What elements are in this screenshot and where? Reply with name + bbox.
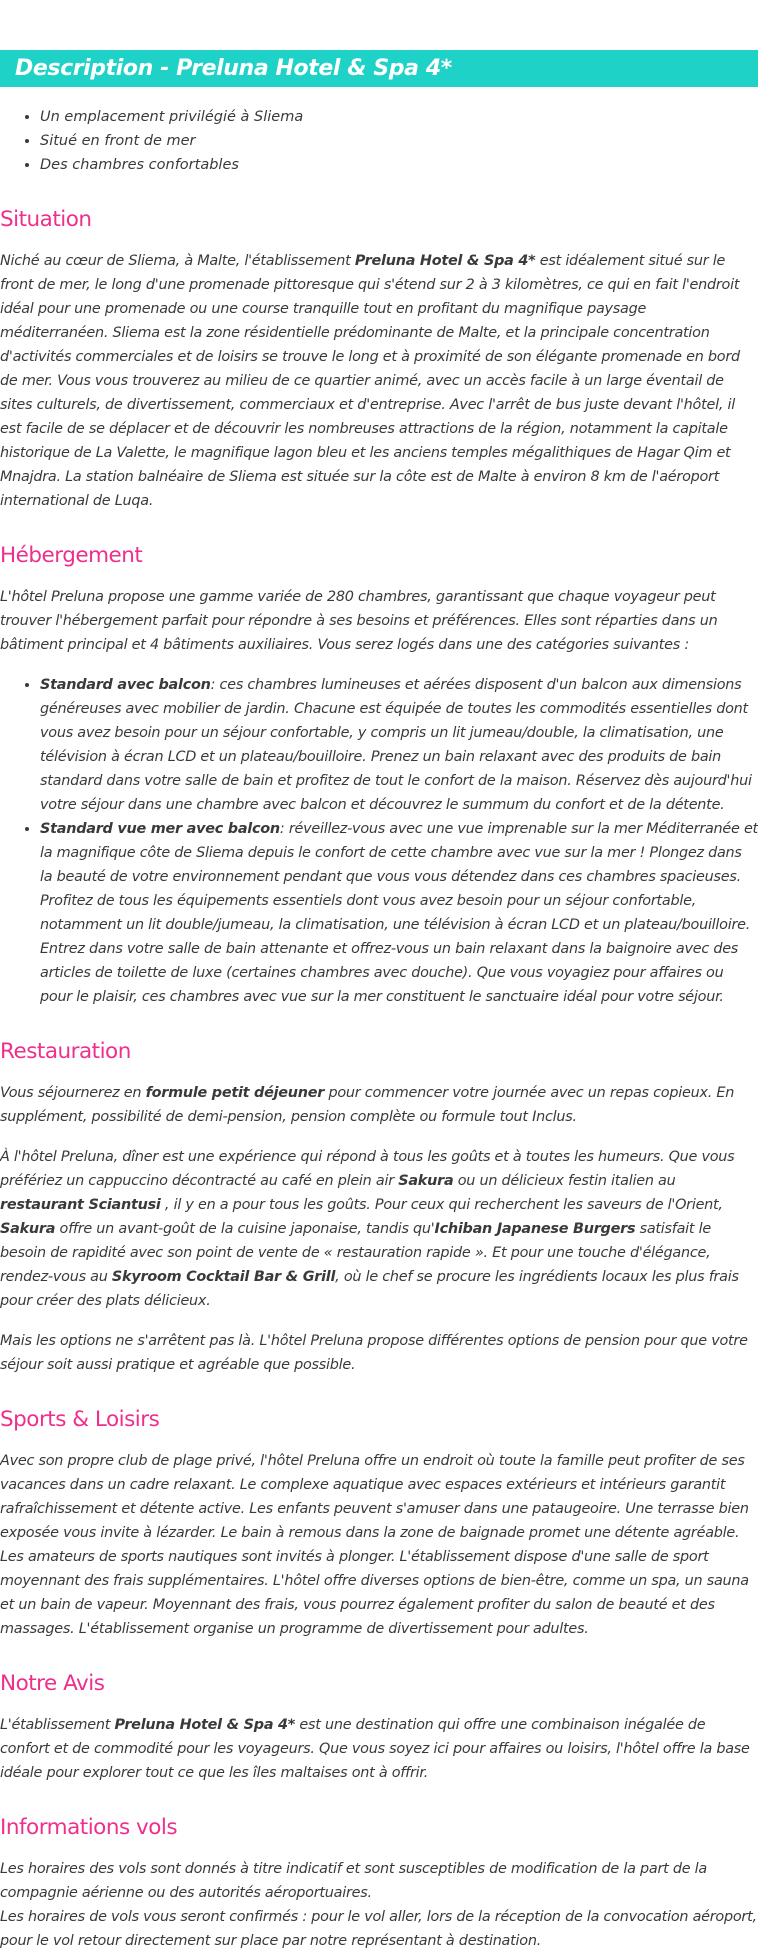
restauration-paragraph-2: [0, 1145, 758, 1313]
vols-heading: Informations vols: [0, 1815, 178, 1840]
avis-section: [0, 1671, 758, 1785]
restaurant-name: Ichiban Japanese Burgers: [434, 1221, 636, 1237]
restauration-paragraph-3: Mais les options ne s'arrêtent pas là. L'hôtel Preluna propose différentes options de pension pour que votre séjour soit aussi pratique et agréable que possible.: [0, 1333, 748, 1373]
highlight-item: • Situé en front de mer: [40, 129, 758, 153]
room-description: : réveillez-vous avec une vue imprenable sur la mer Méditerranée et la magnifique côte de Sliema depuis le confort de cette chambre avec vue sur la mer ! Plongez dans la beauté de votre environnement pendant que vous vous détendez dans ces chambres spacieuses. Profitez de tous les équipements essentiels dont vous avez besoin pour un séjour confortable, notamment un lit double/jumeau, la climatisation, une télévision à écran LCD et un plateau/bouilloire. Entrez dans votre salle de bain attenante et offrez-vous un bain relaxant dans la baignoire avec des articles de toilette de luxe (certaines chambres avec douche). Que vous voyagiez pour affaires ou pour le plaisir, ces chambres avec vue sur la mer constituent le sanctuaire idéal pour votre séjour.: [40, 821, 758, 1005]
restauration-heading: Restauration: [0, 1039, 131, 1064]
room-name: Standard vue mer avec balcon: [40, 821, 280, 837]
vols-line-2: Les horaires de vols vous seront confirmés : pour le vol aller, lors de la réception de la convocation aéroport, pour le vol retour directement sur place par notre représentant à destination.: [0, 1909, 757, 1949]
text-span: À l'hôtel Preluna, dîner est une expérience qui répond à tous les goûts et à toutes les humeurs. Que vous préfériez un cappuccino décontracté au café en plein air: [0, 1149, 735, 1189]
text-span: , il y en a pour tous les goûts. Pour ceux qui recherchent les saveurs de l'Orient,: [160, 1197, 723, 1213]
sports-heading: Sports & Loisirs: [0, 1407, 160, 1432]
situation-section: [0, 207, 758, 513]
highlight-item: • Des chambres confortables: [40, 153, 758, 177]
sports-paragraph: Avec son propre club de plage privé, l'hôtel Preluna offre un endroit où toute la famille peut profiter de ses vacances dans un cadre relaxant. Le complexe aquatique avec espaces extérieurs et intérieurs garantit rafraîchissement et détente active. Les enfants peuvent s'amuser dans une pataugeoire. Une terrasse bien exposée vous invite à lézarder. Le bain à remous dans la zone de baignade promet une détente agréable. Les amateurs de sports nautiques sont invités à plonger. L'établissement dispose d'une salle de sport moyennant des frais supplémentaires. L'hôtel offre diverses options de bien-être, comme un spa, un sauna et un bain de vapeur. Moyennant des frais, vous pourrez également profiter du salon de beauté et des massages. L'établissement organise un programme de divertissement pour adultes.: [0, 1453, 749, 1637]
hotel-name: Preluna Hotel & Spa 4*: [354, 253, 536, 269]
board-formula: formule petit déjeuner: [145, 1085, 325, 1101]
text-span: Vous séjournerez en: [0, 1085, 146, 1101]
text-span: Niché au cœur de Sliema, à Malte, l'établissement: [0, 253, 355, 269]
vols-section: [0, 1815, 758, 1953]
text-span: ou un délicieux festin italien au: [453, 1173, 676, 1189]
hebergement-heading: Hébergement: [0, 543, 143, 568]
highlights-list: [0, 105, 758, 177]
text-span: L'établissement: [0, 1717, 115, 1733]
situation-heading: Situation: [0, 207, 92, 232]
hotel-name: Preluna Hotel & Spa 4*: [114, 1717, 296, 1733]
room-description: : ces chambres lumineuses et aérées disposent d'un balcon aux dimensions généreuses avec mobilier de jardin. Chacune est équipée de toutes les commodités essentielles dont vous avez besoin pour un séjour confortable, y compris un lit jumeau/double, la climatisation, une télévision à écran LCD et un plateau/bouilloire. Prenez un bain relaxant avec des produits de bain standard dans votre salle de bain et profitez de tout le confort de la maison. Réservez dès aujourd'hui votre séjour dans une chambre avec balcon et découvrez le summum du confort et de la détente.: [40, 677, 752, 813]
restaurant-name: Sakura: [0, 1221, 56, 1237]
restaurant-name: Skyroom Cocktail Bar & Grill: [111, 1269, 336, 1285]
avis-heading: Notre Avis: [0, 1671, 105, 1696]
description-banner: Description - Preluna Hotel & Spa 4*: [0, 50, 758, 87]
sports-section: [0, 1407, 758, 1641]
restaurant-name: Sakura: [398, 1173, 454, 1189]
restauration-paragraph-1: [0, 1081, 758, 1129]
text-span: est idéalement situé sur le front de mer, le long d'une promenade pittoresque qui s'étend sur 2 à 3 kilomètres, ce qui en fait l'endroit idéal pour une promenade ou une course tranquille tout en profitant du magnifique paysage méditerranéen. Sliema est la zone résidentielle prédominante de Malte, et la principale concentration d'activités commerciales et de loisirs se trouve le long et à proximité de son élégante promenade en bord de mer. Vous vous trouverez au milieu de ce quartier animé, avec un accès facile à un large éventail de sites culturels, de divertissement, commerciaux et d'entreprise. Avec l'arrêt de bus juste devant l'hôtel, il est facile de se déplacer et de découvrir les nombreuses attractions de la région, notamment la capitale historique de La Valette, le magnifique lagon bleu et les anciens temples mégalithiques de Hagar Qim et Mnajdra. La station balnéaire de Sliema est située sur la côte est de Malte à environ 8 km de l'aéroport international de Luqa.: [0, 253, 740, 509]
text-span: , où le chef se procure les ingrédients locaux les plus frais pour créer des plats délicieux.: [0, 1269, 739, 1309]
avis-paragraph: [0, 1713, 758, 1785]
room-name: Standard avec balcon: [40, 677, 211, 693]
situation-paragraph: [0, 249, 758, 513]
hebergement-intro: L'hôtel Preluna propose une gamme variée de 280 chambres, garantissant que chaque voyageur peut trouver l'hébergement parfait pour répondre à ses besoins et préférences. Elles sont réparties dans un bâtiment principal et 4 bâtiments auxiliaires. Vous serez logés dans une des catégories suivantes :: [0, 589, 718, 653]
hebergement-section: [0, 543, 758, 1009]
vols-line-1: Les horaires des vols sont donnés à titre indicatif et sont susceptibles de modification de la part de la compagnie aérienne ou des autorités aéroportuaires.: [0, 1861, 707, 1901]
room-item: [40, 817, 758, 1009]
text-span: satisfait le besoin de rapidité avec son point de vente de « restauration rapide ». Et pour une touche d'élégance, rendez-vous au: [0, 1221, 711, 1285]
restauration-section: [0, 1039, 758, 1377]
text-span: offre un avant-goût de la cuisine japonaise, tandis qu': [55, 1221, 435, 1237]
text-span: pour commencer votre journée avec un repas copieux. En supplément, possibilité de demi-pension, pension complète ou formule tout Inclus.: [0, 1085, 735, 1125]
room-item: [40, 673, 758, 817]
restaurant-name: restaurant Sciantusi: [0, 1197, 161, 1213]
room-list: [0, 673, 758, 1009]
highlight-item: • Un emplacement privilégié à Sliema: [40, 105, 758, 129]
text-span: est une destination qui offre une combinaison inégalée de confort et de commodité pour les voyageurs. Que vous soyez ici pour affaires ou loisirs, l'hôtel offre la base idéale pour explorer tout ce que les îles maltaises ont à offrir.: [0, 1717, 750, 1781]
